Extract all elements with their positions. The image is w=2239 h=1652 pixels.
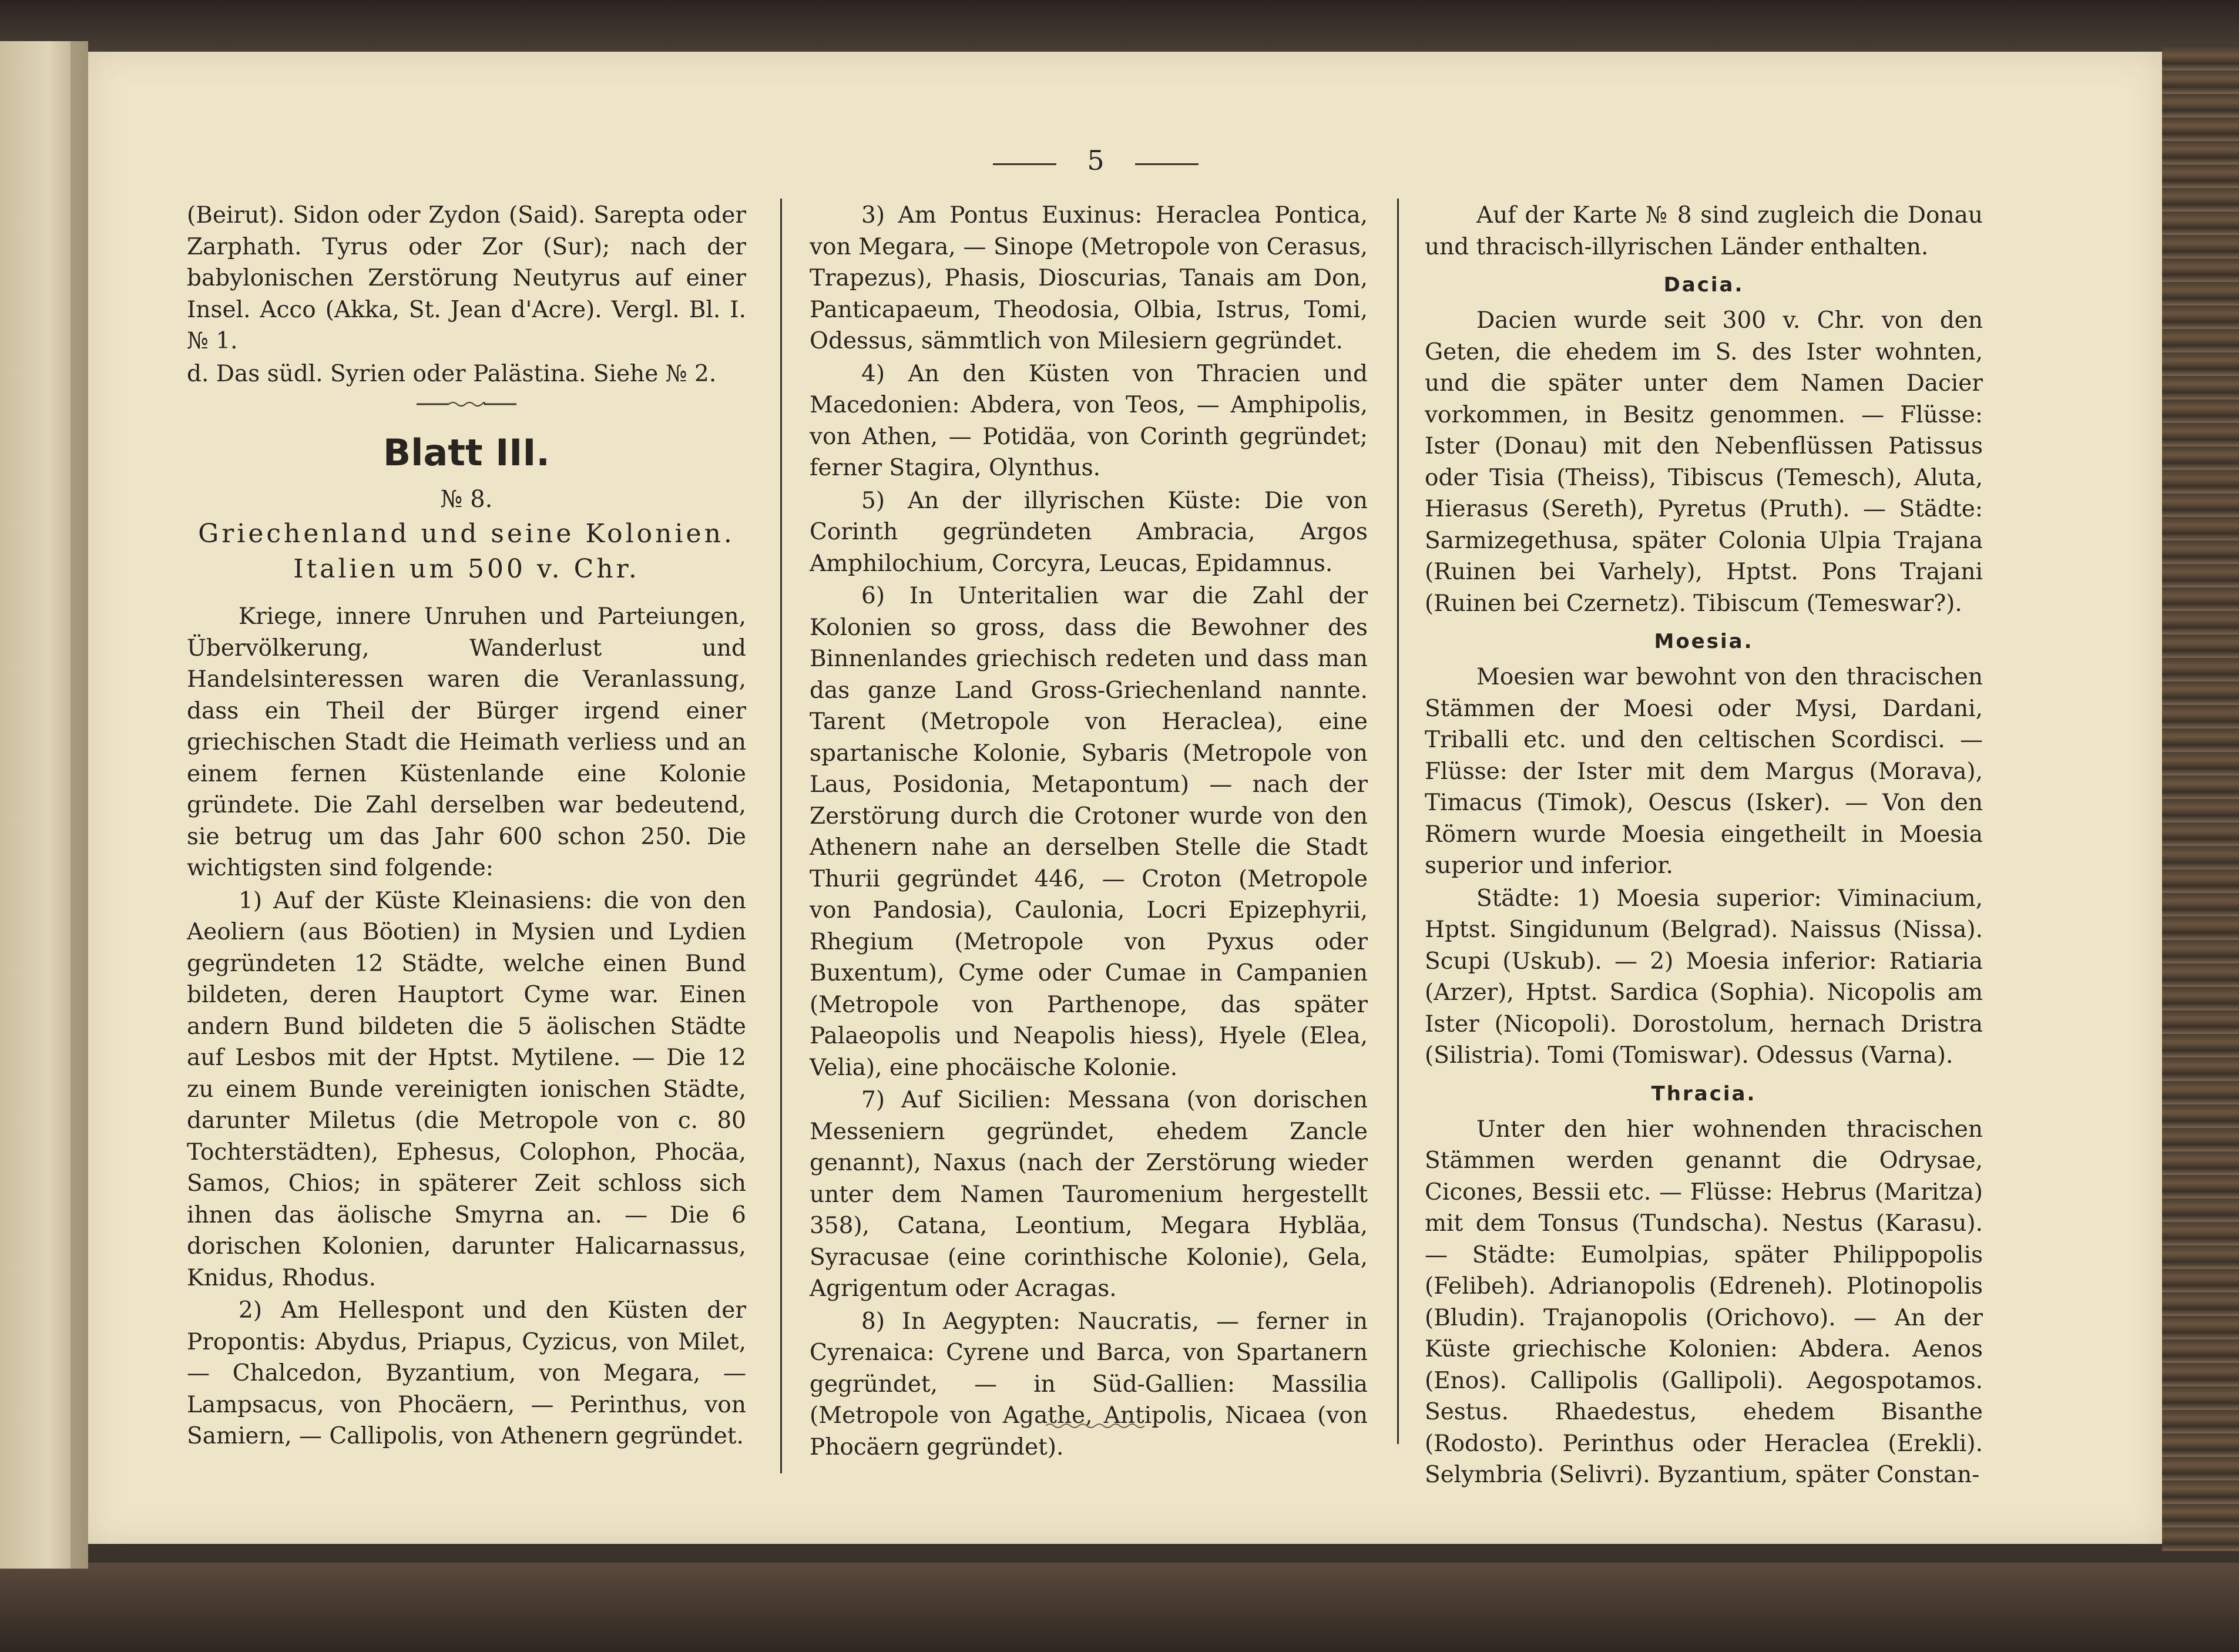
col1-paragraph-kleinasien: 1) Auf der Küste Kleinasiens: die von den Aeoliern (aus Böotien) in Mysien und Lydien gegründeten 12 Städte, welche einen Bund bildeten, deren Hauptort Cyme war. Einen andern Bund bildeten die 5 äolischen Städte auf Lesbos mit der Hptst. Mytilene. — Die 12 zu einem Bunde vereinigten ionischen Städte, darunter Miletus (die Metropole von c. 80 Tochterstädten), Ephesus, Colophon, Phocäa, Samos, Chios; in späterer Zeit schloss sich ihnen das äolische Smyrna an. — Die 6 dorischen Kolonien, darunter Halicarnassus, Knidus, Rhodus. [187,887,746,1291]
col1-paragraph-palaestina: d. Das südl. Syrien oder Palästina. Siehe № 2. [187,360,717,387]
heading-thracia: Thracia. [1651,1082,1757,1106]
chapter-heading: Griechenland und seine Kolonien. [198,519,735,549]
map-number: № 8. [440,486,493,513]
col2-paragraph-sicilien: 7) Auf Sicilien: Messana (von dorischen Messeniern gegründet, ehedem Zancle genannt), Naxus (nach der Zerstörung wieder unter dem Namen Tauromenium hergestellt 358), Catana, Leontium, Megara Hybläa, Syracusae (eine corinthische Kolonie), Gela, Agrigentum oder Acragas. [810,1087,1368,1302]
column-divider-2 [1397,199,1399,1444]
col1-paragraph-intro: Kriege, innere Unruhen und Parteiungen, Übervölkerung, Wanderlust und Handelsinteressen waren die Veranlassung, dass ein Theil der Bürger irgend einer griechischen Stadt die Heimath verliess und an einem fernen Küstenlande eine Kolonie gründete. Die Zahl derselben war bedeutend, sie betrug um das Jahr 600 schon 250. Die wichtigsten sind folgende: [187,603,746,881]
heading-moesia: Moesia. [1654,630,1754,653]
chapter-subheading: Italien um 500 v. Chr. [293,554,640,584]
col3-paragraph-intro: Auf der Karte № 8 sind zugleich die Donau und thracisch-illyrischen Länder enthalten. [1425,202,1983,260]
page-gutter [71,41,88,1569]
col2-paragraph-thracien: 4) An den Küsten von Thracien und Macedonien: Abdera, von Teos, — Amphipolis, von Athen, — Potidäa, von Corinth gegründet; ferner Stagira, Olynthus. [810,360,1368,481]
col3-paragraph-moesia-staedte: Städte: 1) Moesia superior: Viminacium, Hptst. Singidunum (Belgrad). Naissus (Nissa). Scupi (Uskub). — 2) Moesia inferior: Ratiaria (Arzer), Hptst. Sardica (Sophia). Nicopolis am Ister (Nicopoli). Dorostolum, hernach Dristra (Silistria). Tomi (Tomiswar). Odessus (Varna). [1425,885,1983,1069]
col2-paragraph-unteritalien: 6) In Unteritalien war die Zahl der Kolonien so gross, dass die Bewohner des Binnenlandes griechisch redeten und dass man das ganze Land Gross-Griechenland nannte. Tarent (Metropole von Heraclea), eine spartanische Kolonie, Sybaris (Metropole von Laus, Posidonia, Metapontum) — nach der Zerstörung durch die Crotoner wurde von den Athenern nahe an derselben Stelle die Stadt Thurii gegründet 446, — Croton (Metropole von Pandosia), Caulonia, Locri Epizephyrii, Rhegium (Metropole von Pyxus oder Buxentum), Cyme oder Cumae in Campanien (Metropole von Parthenope, das später Palaeopolis und Neapolis hiess), Hyele (Elea, Velia), eine phocäische Kolonie. [810,583,1368,1081]
book-cover-bottom [0,1563,2239,1652]
section-title-blatt: Blatt III. [383,431,550,474]
column-1 [187,200,746,1453]
column-2 [810,200,1368,1464]
col2-paragraph-pontus: 3) Am Pontus Euxinus: Heraclea Pontica, von Megara, — Sinope (Metropole von Cerasus, Trapezus), Phasis, Dioscurias, Tanais am Don, Panticapaeum, Theodosia, Olbia, Istrus, Tomi, Odessus, sämmtlich von Milesiern gegründet. [810,202,1368,354]
header-rule-right [1135,163,1199,165]
page-header [993,145,1199,180]
col2-paragraph-illyrien: 5) An der illyrischen Küste: Die von Corinth gegründeten Ambracia, Argos Amphilochium, Corcyra, Leucas, Epidamnus. [810,487,1368,577]
page-number: 5 [1087,145,1105,176]
spacer [187,587,746,601]
ornament-rule [417,400,516,408]
col3-paragraph-dacia: Dacien wurde seit 300 v. Chr. von den Geten, die ehedem im S. des Ister wohnten, und die später unter dem Namen Dacier vorkommen, in Besitz genommen. — Flüsse: Ister (Donau) mit den Nebenflüssen Patissus oder Tisia (Theiss), Tibiscus (Temesch), Aluta, Hierasus (Sereth), Pyretus (Pruth). — Städte: Sarmizegethusa, später Colonia Ulpia Trajana (Ruinen bei Varhely), Hptst. Pons Trajani (Ruinen bei Czernetz). Tibiscum (Temeswar?). [1425,307,1983,617]
col3-paragraph-moesia: Moesien war bewohnt von den thracischen Stämmen der Moesi oder Mysi, Dardani, Triballi etc. und den celtischen Scordisci. — Flüsse: der Ister mit dem Margus (Morava), Timacus (Timok), Oescus (Isker). — Von den Römern wurde Moesia eingetheilt in Moesia superior und inferior. [1425,664,1983,879]
scan-background-top [0,0,2239,59]
col1-paragraph-hellespont: 2) Am Hellespont und den Küsten der Propontis: Abydus, Priapus, Cyzicus, von Milet, — Chalcedon, Byzantium, von Megara, — Lampsacus, von Phocäern, — Perinthus, von Samiern, — Callipolis, von Athenern gegründet. [187,1297,746,1449]
book-cover-right-edge [2162,47,2239,1551]
ornament-rule-small [1046,1422,1146,1430]
column-divider-1 [780,199,782,1473]
col1-paragraph-beirut: (Beirut). Sidon oder Zydon (Said). Sarepta oder Zarphath. Tyrus oder Zor (Sur); nach der babylonischen Zerstörung Neutyrus auf einer Insel. Acco (Akka, St. Jean d'Acre). Vergl. Bl. I. № 1. [187,202,746,354]
col2-paragraph-aegypten: 8) In Aegypten: Naucratis, — ferner in Cyrenaica: Cyrene und Barca, von Spartanern gegründet, — in Süd-Gallien: Massilia (Metropole von Agathe, Antipolis, Nicaea (von Phocäern gegründet). [810,1308,1368,1460]
heading-dacia: Dacia. [1663,273,1744,297]
header-rule-left [993,163,1056,165]
column-3 [1425,200,1983,1492]
col3-paragraph-thracia: Unter den hier wohnenden thracischen Stämmen werden genannt die Odrysae, Cicones, Bessii etc. — Flüsse: Hebrus (Maritza) mit dem Tonsus (Tundscha). Nestus (Karasu). — Städte: Eumolpias, später Philippopolis (Felibeh). Adrianopolis (Edreneh). Plotinopolis (Bludin). Trajanopolis (Orichovo). — An der Küste griechische Kolonien: Abdera. Aenos (Enos). Callipolis (Gallipoli). Aegospotamos. Sestus. Rhaedestus, ehedem Bisanthe (Rodosto). Perinthus oder Heraclea (Erekli). Selymbria (Selivri). Byzantium, später Constan- [1425,1116,1983,1488]
